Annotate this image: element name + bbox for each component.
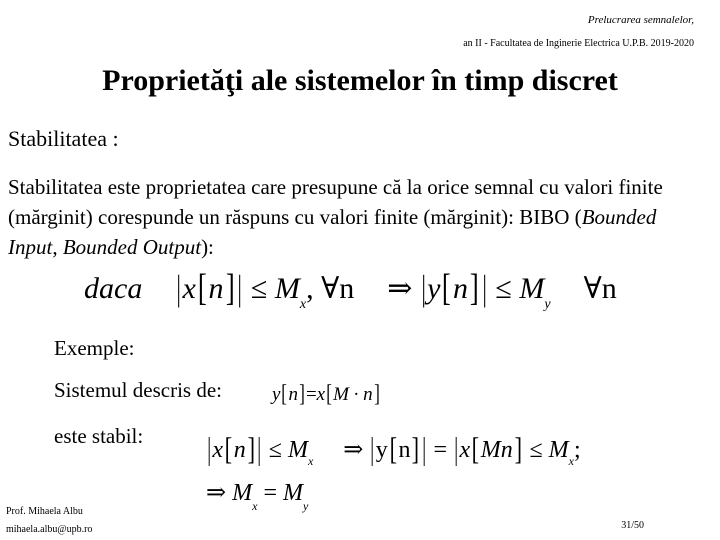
eq3-bracket-close: ] — [247, 430, 255, 466]
eq3-bracket-close: ] — [412, 430, 420, 466]
eq2-bracket-open: [ — [281, 381, 288, 407]
eq1-le: ≤ — [250, 272, 268, 305]
eq3-bracket-open: [ — [389, 430, 397, 466]
eq2-bracket-close: ] — [373, 381, 380, 407]
eq2-x: x — [316, 384, 326, 405]
eq1-abs-bar: | — [237, 268, 242, 308]
eq3-eq: = — [433, 437, 448, 463]
eq3-sub-x2: x — [568, 454, 574, 468]
eq1-abs-bar: | — [482, 268, 487, 308]
eq3-bracket-close: ] — [514, 430, 522, 466]
eq3-n: n — [233, 437, 246, 463]
eq3-semicolon: ; — [573, 437, 581, 463]
eq3-M: M — [287, 437, 308, 463]
eq1-y: y — [427, 272, 441, 305]
eq3-le2: ≤ — [529, 437, 543, 463]
eq2-arg: M · n — [333, 384, 373, 405]
eq1-bracket-close: ] — [469, 267, 479, 309]
eq3-abs-bar: | — [370, 430, 375, 466]
eq2-bracket-open: [ — [326, 381, 332, 407]
stable-equation — [206, 428, 581, 468]
eq1-forall2: ∀n — [583, 272, 617, 305]
eq3-n2: n — [398, 437, 411, 463]
eq2-bracket-close: ] — [299, 381, 305, 407]
definition-paragraph — [8, 172, 708, 262]
examples-label: Exemple: — [54, 336, 135, 360]
eq1-sub-x: x — [299, 297, 307, 312]
eq1-implies: ⇒ — [387, 272, 413, 305]
eq1-daca: daca — [84, 272, 143, 305]
section-heading: Stabilitatea : — [8, 126, 119, 151]
system-equation — [272, 380, 381, 407]
footer-author: Prof. Mihaela Albu — [6, 506, 83, 517]
eq1-M2: M — [519, 272, 545, 305]
eq4-M: M — [232, 480, 253, 506]
header-details: an II - Facultatea de Inginerie Electrica U.P.B. 2019-2020 — [463, 38, 694, 49]
eq3-Mn: Mn — [480, 437, 513, 463]
eq3-M2: M — [548, 437, 569, 463]
eq1-M: M — [274, 272, 300, 305]
conclusion-equation — [206, 478, 309, 513]
eq4-sub-y: y — [302, 499, 309, 513]
bounded-input-text: Bounded Input — [8, 205, 657, 259]
eq2-y: y — [272, 384, 281, 405]
eq1-forall: , ∀n — [306, 272, 355, 305]
eq2-n: n — [288, 384, 298, 405]
page-number: 31/50 — [621, 520, 644, 531]
eq1-bracket-open: [ — [197, 267, 207, 309]
paragraph-end: ): — [201, 235, 214, 259]
header-course: Prelucrarea semnalelor, — [587, 14, 694, 26]
eq1-le2: ≤ — [495, 272, 512, 305]
eq3-abs-bar: | — [207, 430, 212, 466]
eq3-implies: ⇒ — [343, 437, 364, 463]
eq4-eq: = — [263, 480, 277, 506]
eq1-n: n — [208, 272, 224, 305]
eq1-bracket-close: ] — [225, 267, 235, 309]
eq3-abs-bar: | — [454, 430, 459, 466]
eq1-abs-bar: | — [421, 268, 426, 308]
eq3-x: x — [212, 437, 224, 463]
system-label: Sistemul descris de: — [54, 378, 222, 402]
paragraph-text: Stabilitatea este proprietatea care presupune că la orice semnal cu valori finite (mărginit) corespunde un răspuns cu valori finite (mărginit): BIBO ( — [8, 175, 663, 229]
eq3-sub-x: x — [307, 454, 314, 468]
eq4-sub-x: x — [252, 499, 258, 513]
eq3-le: ≤ — [268, 437, 282, 463]
bounded-output-text: Bounded Output — [62, 235, 202, 259]
bibo-equation — [84, 264, 617, 312]
eq3-bracket-open: [ — [471, 430, 480, 466]
eq3-abs-bar: | — [422, 430, 427, 466]
eq3-abs-bar: | — [257, 430, 262, 466]
eq1-sub-y: y — [544, 297, 551, 312]
paragraph-comma: , — [52, 235, 63, 259]
eq2-eq: = — [305, 384, 317, 405]
slide-title: Proprietăţi ale sistemelor în timp discret — [102, 64, 618, 97]
eq3-y: y — [375, 437, 388, 463]
eq1-bracket-open: [ — [442, 267, 452, 309]
eq1-abs-bar: | — [176, 268, 182, 308]
eq3-x2: x — [459, 437, 471, 463]
eq4-M2: M — [282, 480, 303, 506]
eq1-x: x — [182, 272, 196, 305]
eq1-n2: n — [453, 272, 469, 305]
eq3-bracket-open: [ — [224, 430, 233, 466]
stable-label: este stabil: — [54, 424, 144, 448]
footer-email: mihaela.albu@upb.ro — [6, 524, 93, 535]
eq4-implies: ⇒ — [206, 480, 227, 506]
